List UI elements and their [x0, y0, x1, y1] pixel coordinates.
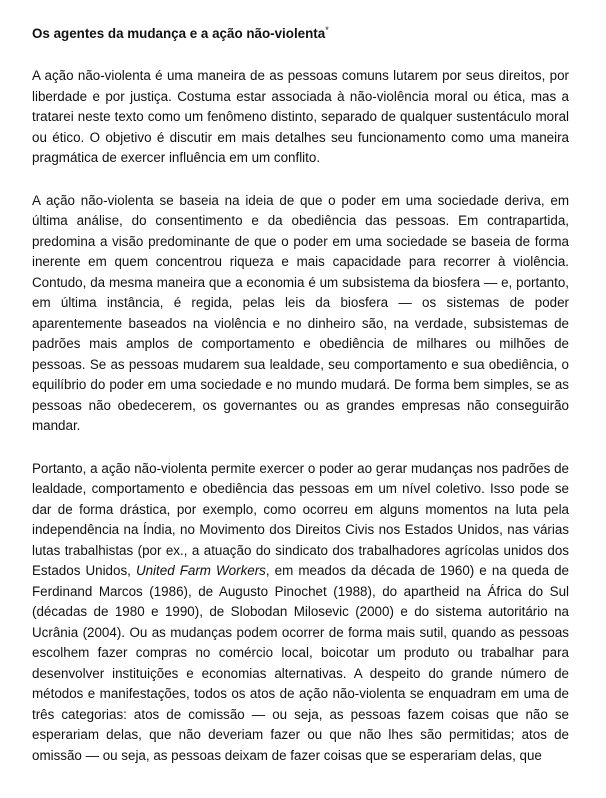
paragraph-3-text-before: Portanto, a ação não-violenta permite exercer o poder ao gerar mudanças nos padrões de lealdade, comportamento e obediência das pessoas em um nível coletivo. Isso pode se dar de forma drástica, por exemplo, como ocorreu em alguns momentos na luta pela independência na Índia, no Movimento dos Direitos Civis nos Estados Unidos, nas várias lutas trabalhistas (por ex., a atuação do sindicato dos trabalhadores agrícolas unidos dos Estados Unidos,	[32, 460, 569, 578]
document-page	[32, 24, 569, 788]
paragraph-3-text-after: , em meados da década de 1960) e na queda de Ferdinand Marcos (1986), de Augusto Pinochet (1988), do apartheid na África do Sul (décadas de 1980 e 1990), de Slobodan Milosevic (2000) e do sistema autoritário na Ucrânia (2004). Ou as mudanças podem ocorrer de forma mais sutil, quando as pessoas escolhem fazer compras no comércio local, boicotar um produto ou trabalhar para desenvolver instituições e economias alternativas. A despeito do grande número de métodos e manifestações, todos os atos de ação não-violenta se enquadram em uma de três categorias: atos de comissão — ou seja, as pessoas fazem coisas que não se esperariam delas, que não deveriam fazer ou que não lhes são permitidas; atos de omissão — ou seja, as pessoas deixam de fazer coisas que se esperariam delas, que	[32, 563, 569, 763]
paragraph-1: A ação não-violenta é uma maneira de as pessoas comuns lutarem por seus direitos, por liberdade e por justiça. Costuma estar associada à não-violência moral ou ética, mas a tratarei neste texto como um fenômeno distinto, separado de qualquer sustentáculo moral ou ético. O objetivo é discutir em mais detalhes seu funcionamento como uma maneira pragmática de exercer influência em um conflito.	[32, 68, 569, 165]
paragraph-2: A ação não-violenta se baseia na ideia de que o poder em uma sociedade deriva, em última análise, do consentimento e da obediência das pessoas. Em contrapartida, predomina a visão predominante de que o poder em uma sociedade se baseia de forma inerente em quem concentrou riqueza e mais capacidade para recorrer à violência. Contudo, da mesma maneira que a economia é um subsistema da biosfera — e, portanto, em última instância, é regida, pelas leis da biosfera — os sistemas de poder aparentemente baseados na violência e no dinheiro são, na verdade, subsistemas de padrões mais amplos de comportamento e obediência de milhares ou milhões de pessoas. Se as pessoas mudarem sua lealdade, seu comportamento e sua obediência, o equilíbrio do poder em uma sociedade e no mundo mudará. De forma bem simples, se as pessoas não obedecerem, os governantes ou as grandes empresas não conseguirão mandar.	[32, 192, 569, 433]
document-title	[32, 24, 569, 44]
title-text: Os agentes da mudança e a ação não-violenta	[32, 26, 326, 41]
title-footnote-mark: *	[325, 25, 329, 35]
paragraph-3	[32, 459, 569, 767]
paragraph-3-italic-term: United Farm Workers	[135, 563, 266, 578]
